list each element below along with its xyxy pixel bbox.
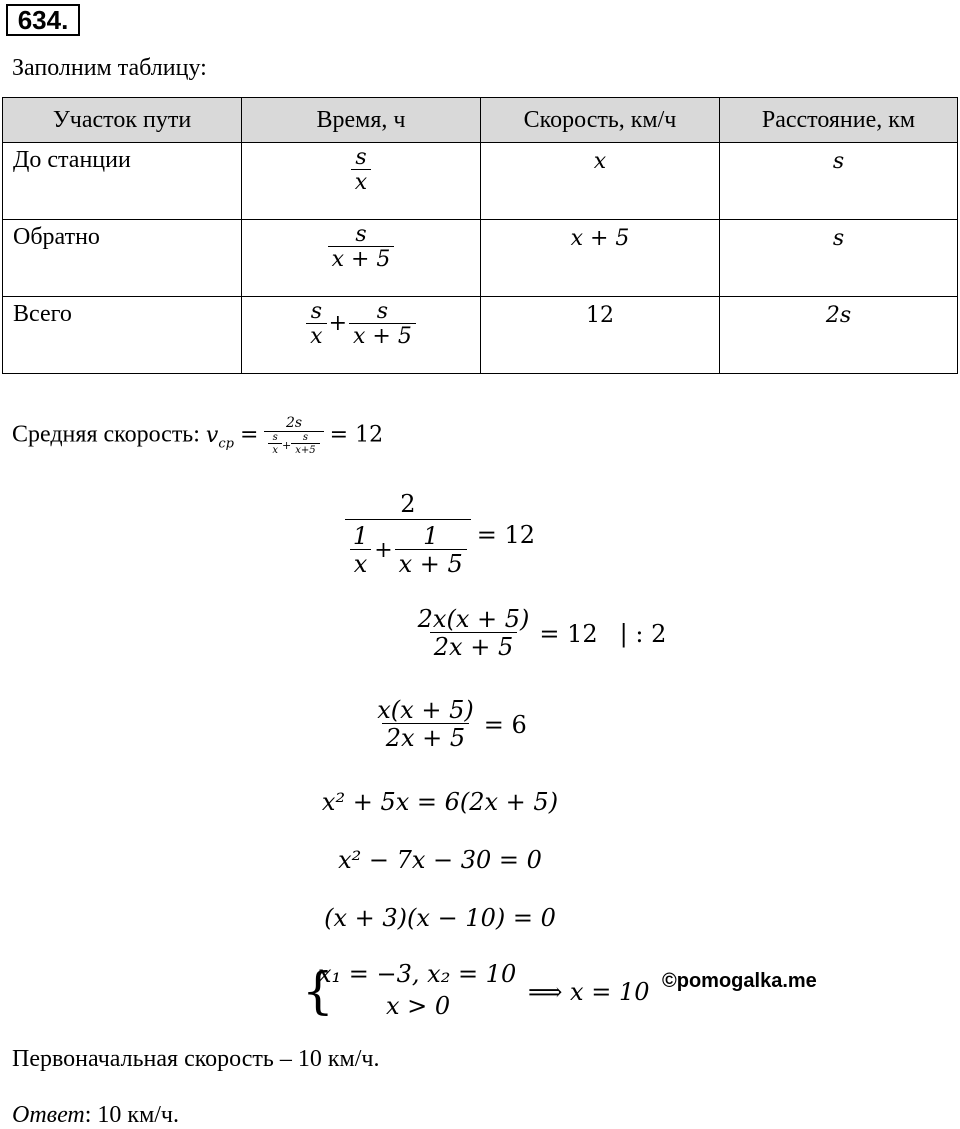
equation-step-5: x² − 7x − 30 = 0 (338, 846, 542, 874)
fraction-numerator: s (310, 299, 323, 324)
compound-fraction: 2 $\frac{1}{x}$ + $\frac{1}{x + 5}$ (345, 492, 471, 578)
time-cell: $\frac{s}{x}$ + $\frac{s}{x + 5}$ (242, 297, 481, 374)
fraction-denominator: x + 5 (349, 323, 416, 349)
header-distance: Расстояние, км (720, 98, 958, 143)
fraction-numerator: 2s (285, 415, 303, 431)
time-fraction-b (349, 300, 416, 349)
header-time: Время, ч (242, 98, 481, 143)
fraction-denominator: $\frac{s}{x}$ + $\frac{s}{x+5}$ (264, 431, 323, 457)
fraction-numerator: s (355, 145, 367, 170)
watermark: ©pomogalka.me (662, 970, 817, 992)
speed-cell: 12 (481, 297, 720, 374)
speed-cell: x + 5 (481, 220, 720, 297)
problem-number: 634. (6, 4, 80, 36)
average-speed-fraction (264, 416, 323, 456)
row-label: Всего (3, 297, 242, 374)
time-cell (242, 143, 481, 220)
equation-step-3: $\frac{x(x + 5)}{2x + 5}$ = 6 (377, 696, 527, 753)
answer-label: Ответ (12, 1102, 85, 1128)
distance-cell: s (720, 143, 958, 220)
time-fraction (328, 223, 395, 272)
fraction-denominator: x (306, 323, 326, 349)
brace-icon: { (302, 962, 334, 1020)
table-row (3, 297, 958, 374)
answer-line (12, 1102, 179, 1129)
header-segment: Участок пути (3, 98, 242, 143)
fraction-numerator: s (376, 299, 389, 324)
average-speed-label: Средняя скорость: (12, 421, 200, 448)
row-label: До станции (3, 143, 242, 220)
table-row (3, 220, 958, 297)
fraction-denominator: x (351, 169, 371, 195)
fraction-numerator: s (355, 222, 367, 247)
distance-cell: 2s (720, 297, 958, 374)
conclusion-text: Первоначальная скорость – 10 км/ч. (12, 1046, 380, 1072)
equation-step-6: (x + 3)(x − 10) = 0 (324, 904, 556, 932)
data-table (2, 97, 958, 374)
table-row (3, 143, 958, 220)
average-speed-rhs: = 12 (329, 422, 384, 448)
row-label: Обратно (3, 220, 242, 297)
system-row-2: x > 0 (386, 992, 451, 1020)
speed-cell: x (481, 143, 720, 220)
system-row-1: x₁ = −3, x₂ = 10 (318, 960, 517, 988)
equation-step-2: $\frac{2x(x + 5)}{2x + 5}$ = 12 | : 2 (417, 605, 667, 662)
equation-step-4: x² + 5x = 6(2x + 5) (321, 788, 559, 816)
intro-text: Заполним таблицу: (12, 55, 207, 81)
velocity-symbol: $v_{ср}$ (205, 422, 234, 451)
time-fraction (351, 146, 371, 195)
time-fraction-a (306, 300, 326, 349)
average-speed-line: Средняя скорость: $v_{ср}$ = 2s $\frac{s}{x}$ + $\frac{s}{x+5}$ = 12 (12, 415, 384, 457)
time-cell (242, 220, 481, 297)
system-result: ⟹ x = 10 (528, 978, 650, 1006)
answer-text: : 10 км/ч. (84, 1102, 180, 1128)
equation-step-1: 2 $\frac{1}{x}$ + $\frac{1}{x + 5}$ = 12 (0, 492, 920, 578)
table-header-row (3, 98, 958, 143)
distance-cell: s (720, 220, 958, 297)
fraction-denominator: x + 5 (328, 246, 395, 272)
header-speed: Скорость, км/ч (481, 98, 720, 143)
